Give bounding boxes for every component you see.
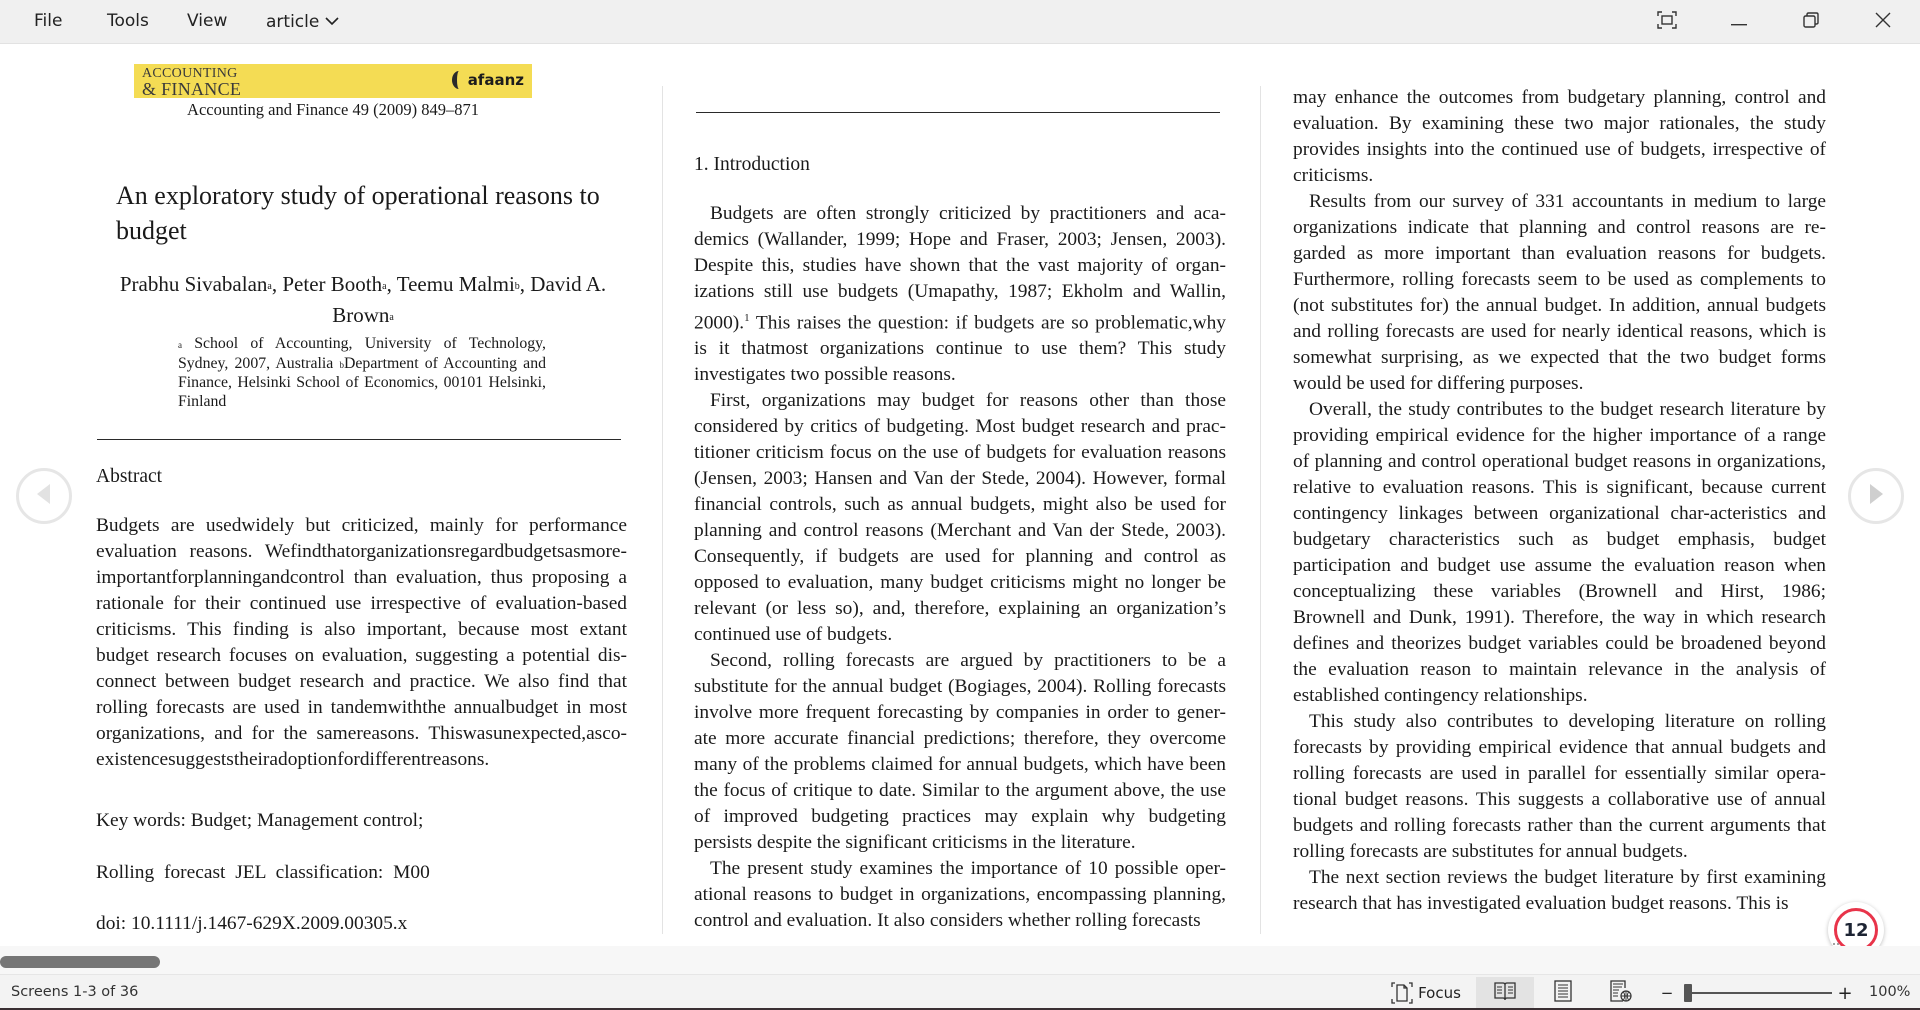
- abstract-body: Budgets are usedwidely but criticized, mainly for performance evaluation reasons. Wefindthatorganizationsregardbudgetsasmore-importantforplanningandcontrol than evaluation, thus proposing a rationale for their continued use irrespective of evaluation-based criticisms. This finding is also important, because most extant budget research focuses on evaluation, suggesting a potential dis-connect between budget research and practice. We also find that rolling forecasts are used in tandemwiththe annualbudget in most organizations, and for the samereasons. Thiswasunexpected,asco-existencesuggeststheiradoptionfordifferentreasons.: [96, 515, 627, 770]
- counter-value: 12: [1843, 919, 1869, 941]
- journal-name: [142, 67, 241, 97]
- zoom-in-icon: +: [1837, 982, 1853, 1004]
- paragraph: Second, rolling forecasts are argued by practitioners to be a substitute for the annual budget (Bogiages, 2004). Rolling forecasts involve more frequent forecasting by companies in order to gener-ate more accurate financial predictions; therefore, they overcome many of the problems claimed for annual budgets, which have been the focus of critique to date. Similar to the argument above, the use of improved budgeting practices may explain why budgeting persists despite the significant criticisms in the literature.: [694, 650, 1226, 854]
- author: Peter Booth$^a$,: [282, 272, 397, 296]
- column-view-button[interactable]: [1476, 977, 1534, 1009]
- previous-screen-button[interactable]: [16, 468, 72, 524]
- next-screen-button[interactable]: [1848, 468, 1904, 524]
- horizontal-scrollbar[interactable]: [0, 946, 1920, 974]
- screen-position: Screens 1-3 of 36: [11, 984, 139, 1000]
- publisher-name: afaanz: [467, 71, 524, 89]
- scrollbar-thumb[interactable]: [0, 956, 160, 968]
- paragraph: The next section reviews the budget literature by first examining research that has investigated evaluation budget reasons. This is: [1293, 867, 1826, 914]
- publisher-logo: [452, 71, 524, 89]
- zoom-out-icon: −: [1660, 984, 1674, 1002]
- previous-screen-icon: [34, 482, 54, 511]
- column-view-icon: [1494, 981, 1516, 1005]
- doi: doi: 10.1111/j.1467-629X.2009.00305.x: [96, 913, 408, 934]
- chevron-down-icon: [325, 11, 339, 31]
- header-rule: [97, 439, 621, 440]
- paragraph: may enhance the outcomes from budgetary planning, control and evaluation. By examining these two major rationales, the study provides insights into the continued use of budgets, irrespective of criticisms.: [1293, 87, 1826, 186]
- zoom-out-button[interactable]: [1656, 977, 1678, 1009]
- author: Teemu Malmi$^b$,: [396, 272, 531, 296]
- close-icon: [1875, 12, 1891, 33]
- journal-name-line2: & FINANCE: [142, 79, 242, 99]
- affiliations: a School of Accounting, University of Technology, Sydney, 2007, Australia bDepartment of Accounting and Finance, Helsinki School of Economics, 00101 Helsinki, Finland: [178, 335, 546, 410]
- focus-label: Focus: [1418, 984, 1461, 1002]
- web-layout-icon: [1610, 980, 1632, 1006]
- focus-button[interactable]: [1388, 977, 1464, 1009]
- page-view-icon: [1554, 980, 1572, 1006]
- paragraph: Results from our survey of 331 accountants in medium to large organizations indicate that planning and control reasons are re-garded as more important than evaluation reasons for budgets. Furthermore, rolling forecasts seem to be used as complements to (not substitutes for) the annual budget. In addition, annual budgets and rolling forecasts are used for nearly identical reasons, which is somewhat surprising, as we expected that the two budget forms would be used for differing purposes.: [1293, 191, 1826, 394]
- fullscreen-button[interactable]: [1644, 6, 1690, 38]
- focus-icon: [1391, 982, 1413, 1004]
- next-screen-icon: [1866, 482, 1886, 511]
- menu-bar: [0, 0, 1920, 44]
- paragraph: First, organizations may budget for reasons other than those considered by critics of budgeting. Most budget research and prac-titioner criticism focus on the use of budgets for evaluation reasons (Jensen, 2003; Hansen and Van der Stede, 2004). However, formal financial controls, such as annual budgets, might also be used for planning and control reasons (Merchant and Van der Stede, 2003). Consequently, if budgets are used for planning and control as opposed to evaluation, many budget criticisms might no longer be relevant (or less so), and, therefore, explaining an organization’s continued use of budgets.: [694, 390, 1226, 646]
- page-view-button[interactable]: [1534, 977, 1592, 1009]
- article-title: An exploratory study of operational reasons to budget: [116, 181, 600, 245]
- column-top-rule: [696, 112, 1220, 113]
- afaanz-logo-icon: [452, 71, 466, 89]
- menu-view[interactable]: View: [187, 11, 228, 31]
- journal-banner: [134, 64, 532, 98]
- minimize-button[interactable]: [1716, 6, 1762, 38]
- journal-name-line1: ACCOUNTING: [142, 66, 238, 81]
- introduction-heading: 1. Introduction: [694, 154, 810, 175]
- paragraph: Budgets are often strongly criticized by practitioners and aca-demics (Wallander, 1999; Hope and Fraser, 2003; Jensen, 2003). Despite this, studies have shown that the vast majority of organ-izations still use budgets (Umapathy, 1987; Ekholm and Wallin, 2000).$^1$ This raises the question: if budgets are so problematic,why is it thatmost organizations continue to use them? This study investigates two possible reasons.: [694, 203, 1226, 386]
- fullscreen-icon: [1657, 11, 1677, 34]
- minimize-icon: [1731, 13, 1747, 31]
- paragraph: Overall, the study contributes to the budget research literature by providing empirical evidence for the higher importance of a range of planning and control operational budget reasons in organizations, relative to evaluation reasons. This is significant, because current contingency linkages between organizational char-acteristics and budgetary characteristics such as budget emphasis, budget participation and budget use assume the evaluation reason when conceptualizing these variables (Brownell and Hirst, 1986; Brownell and Dunk, 1991). Therefore, the way in which research defines and theorizes budget variables could be broadened beyond the evaluation reason to maintain relevance in the analysis of established contingency relationships.: [1293, 399, 1826, 706]
- restore-button[interactable]: [1788, 6, 1834, 38]
- zoom-slider-thumb[interactable]: [1684, 984, 1692, 1002]
- menu-article[interactable]: [266, 11, 339, 32]
- paragraph: The present study examines the importance of 10 possible oper-ational reasons to budget in organizations, encompassing planning, control and evaluation. It also considers whether rolling forecasts: [694, 858, 1226, 932]
- author-list: [98, 270, 628, 332]
- restore-icon: [1803, 12, 1819, 33]
- abstract-heading: Abstract: [96, 466, 163, 487]
- author: David A. Brown$^a$: [332, 272, 607, 327]
- zoom-level: 100%: [1869, 984, 1911, 1000]
- footnote-marker[interactable]: 1: [744, 312, 750, 324]
- zoom-in-button[interactable]: [1834, 977, 1856, 1009]
- status-bar: [0, 974, 1920, 1010]
- column-divider: [662, 86, 663, 934]
- introduction-text: [694, 201, 1226, 934]
- menu-tools[interactable]: Tools: [107, 11, 149, 31]
- citation: Accounting and Finance 49 (2009) 849–871: [187, 100, 479, 119]
- author: Prabhu Sivabalan$^a$,: [119, 272, 283, 296]
- web-layout-button[interactable]: [1592, 977, 1650, 1009]
- menu-file[interactable]: File: [34, 11, 63, 31]
- reading-pane: [0, 44, 1920, 946]
- column-divider: [1260, 86, 1261, 934]
- jel-classification: Rolling forecast JEL classification: M00: [96, 862, 430, 883]
- zoom-slider[interactable]: [1684, 992, 1832, 994]
- keywords: Key words: Budget; Management control;: [96, 810, 424, 831]
- menu-article-label: article: [266, 12, 320, 32]
- close-button[interactable]: [1860, 6, 1906, 38]
- introduction-continued-text: [1293, 85, 1826, 917]
- paragraph: This study also contributes to developing literature on rolling forecasts by providing empirical evidence that annual budgets and rolling forecasts are used in parallel for essentially similar opera-tional budget reasons. This suggests a collaborative use of annual budgets and rolling forecasts rather than the current arguments that rolling forecasts are substitutes for annual budgets.: [1293, 711, 1826, 862]
